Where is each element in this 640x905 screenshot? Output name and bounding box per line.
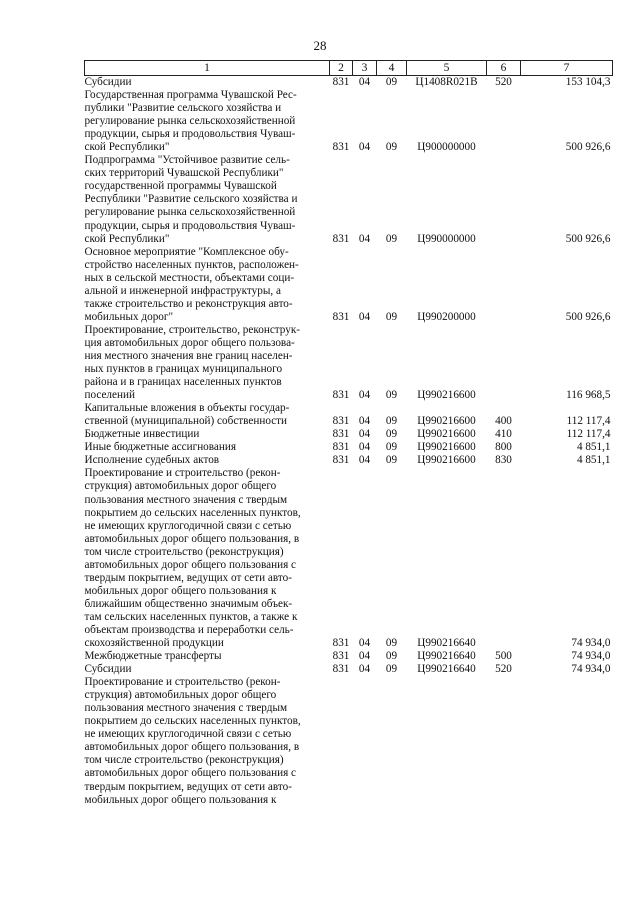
row-code-5: Ц990216640: [417, 650, 476, 663]
row-code-6: [487, 467, 521, 650]
row-code-4: 09: [385, 415, 398, 428]
row-code-6: 500: [495, 650, 512, 663]
row-amount: [521, 676, 613, 806]
row-code-3: 04: [358, 650, 371, 663]
row-code-3: [353, 676, 377, 806]
row-code-5: Ц990200000: [417, 310, 476, 323]
row-code-3: 04: [358, 415, 371, 428]
row-code-4: 09: [385, 454, 398, 467]
row-code-4: 09: [385, 389, 398, 402]
row-code-5: Ц990216600: [417, 428, 476, 441]
row-code-2: 831: [332, 232, 350, 245]
row-code-5: Ц1408R021В: [415, 76, 478, 88]
row-code-4: 09: [385, 76, 398, 88]
row-code-6: 800: [495, 441, 512, 454]
table-row: [85, 76, 613, 90]
row-code-5: Ц900000000: [417, 141, 476, 154]
row-code-6: [487, 324, 521, 402]
row-name: Иные бюджетные ассигнования: [84, 441, 236, 454]
table-row: [85, 89, 613, 154]
budget-table: [84, 60, 613, 807]
row-name: Исполнение судебных актов: [84, 454, 220, 467]
row-amount: 153 104,3: [565, 76, 611, 88]
row-code-2: 831: [332, 415, 350, 428]
row-code-3: 04: [358, 141, 371, 154]
header-col-3: 3: [353, 61, 377, 76]
row-code-6: [487, 154, 521, 245]
row-code-4: 09: [385, 650, 398, 663]
row-code-4: 09: [385, 428, 398, 441]
row-amount: 500 926,6: [565, 232, 611, 245]
row-amount: 500 926,6: [565, 310, 611, 323]
row-amount: 4 851,1: [576, 454, 611, 467]
row-code-2: [330, 676, 353, 806]
row-code-5: Ц990216640: [417, 663, 476, 676]
row-name: Проектирование, строительство, реконструк- ция автомобильных дорог общего пользова- ния местного значения вне границ населен- ных пунктов в границах муниципального района и в границах населенных пунктов поселений: [84, 323, 301, 402]
row-amount: 112 117,4: [566, 415, 611, 428]
table-row: [85, 324, 613, 402]
row-amount: 74 934,0: [571, 663, 611, 676]
row-code-2: 831: [332, 76, 350, 88]
row-code-4: 09: [385, 441, 398, 454]
row-code-5: Ц990216640: [417, 637, 476, 650]
row-amount: 74 934,0: [571, 637, 611, 650]
row-code-4: 09: [385, 637, 398, 650]
row-code-5: Ц990216600: [417, 441, 476, 454]
row-code-6: 410: [495, 428, 512, 441]
header-col-6: 6: [487, 61, 521, 76]
row-code-5: [407, 676, 487, 806]
table-row: [85, 154, 613, 245]
row-code-2: 831: [332, 428, 350, 441]
row-name: Межбюджетные трансферты: [84, 650, 222, 663]
row-code-2: 831: [332, 441, 350, 454]
table-row: [85, 454, 613, 467]
row-code-3: 04: [358, 389, 371, 402]
header-col-4: 4: [377, 61, 407, 76]
row-code-4: 09: [385, 663, 398, 676]
row-name: Капитальные вложения в объекты государ- ственной (муниципальной) собственности: [84, 402, 290, 428]
row-amount: 112 117,4: [566, 428, 611, 441]
row-code-2: 831: [332, 454, 350, 467]
table-row: [85, 246, 613, 324]
row-amount: 500 926,6: [565, 141, 611, 154]
row-name: Проектирование и строительство (рекон- струкция) автомобильных дорог общего пользования местного значения с твердым покрытием до сельских населенных пунктов, не имеющих круглогодичной связи с сетью автомобильных дорог общего пользования, в том числе строительство (реконструкция) автомобильных дорог общего пользования с твердым покрытием, ведущих от сети авто- мобильных дорог общего пользования к ближайшим общественно значимым объек- там сельских населенных пунктов, а также к объектам производства и переработки сель- скохозяйственной продукции: [84, 467, 301, 650]
row-code-3: 04: [358, 441, 371, 454]
row-name: Государственная программа Чувашской Рес- публики "Развитие сельского хозяйства и регулирование рынка сельскохозяйственной продукции, сырья и продовольствия Чуваш- ской Республики": [84, 89, 297, 154]
row-amount: 74 934,0: [571, 650, 611, 663]
row-code-2: 831: [332, 389, 350, 402]
table-row: [85, 676, 613, 806]
row-code-5: Ц990000000: [417, 232, 476, 245]
row-code-4: 09: [385, 310, 398, 323]
table-row: [85, 663, 613, 676]
row-name: Основное мероприятие "Комплексное обу- стройство населенных пунктов, расположен- ных в сельской местности, объектами соци- альной и инженерной инфраструктуры, а также строительство и реконструкция авто- мобильных дорог": [84, 245, 299, 323]
header-col-1: 1: [85, 61, 330, 76]
row-code-4: 09: [385, 232, 398, 245]
row-code-3: 04: [358, 232, 371, 245]
table-row: [85, 650, 613, 663]
row-code-3: 04: [358, 76, 371, 88]
row-code-5: Ц990216600: [417, 454, 476, 467]
row-code-3: 04: [358, 663, 371, 676]
row-code-6: 400: [495, 415, 512, 428]
row-code-2: 831: [332, 637, 350, 650]
row-code-6: 520: [495, 663, 512, 676]
table-row: [85, 467, 613, 650]
row-code-2: 831: [332, 310, 350, 323]
row-code-4: [377, 676, 407, 806]
row-name: Субсидии: [84, 663, 132, 676]
row-name: Субсидии: [84, 76, 132, 88]
row-code-6: [487, 89, 521, 154]
row-code-6: [487, 246, 521, 324]
row-code-3: 04: [358, 310, 371, 323]
row-code-5: Ц990216600: [417, 415, 476, 428]
header-col-2: 2: [330, 61, 353, 76]
header-col-5: 5: [407, 61, 487, 76]
row-amount: 4 851,1: [576, 441, 611, 454]
row-code-4: 09: [385, 141, 398, 154]
row-name: Подпрограмма "Устойчивое развитие сель- ских территорий Чувашской Республики" государственной программы Чувашской Республики "Развитие сельского хозяйства и регулирование рынка сельскохозяйственной продукции, сырья и продовольствия Чуваш- ской Республики": [84, 154, 298, 245]
row-code-5: Ц990216600: [417, 389, 476, 402]
row-code-3: 04: [358, 454, 371, 467]
table-row: [85, 441, 613, 454]
row-code-2: 831: [332, 650, 350, 663]
row-code-3: 04: [358, 637, 371, 650]
row-code-3: 04: [358, 428, 371, 441]
row-code-6: 520: [495, 76, 512, 88]
table-row: [85, 428, 613, 441]
table-row: [85, 402, 613, 428]
page-number: 28: [313, 38, 327, 53]
row-name: Бюджетные инвестиции: [84, 428, 200, 441]
header-row: [85, 61, 613, 76]
row-code-2: 831: [332, 141, 350, 154]
row-amount: 116 968,5: [566, 389, 611, 402]
row-code-6: 830: [495, 454, 512, 467]
row-name: Проектирование и строительство (рекон- струкция) автомобильных дорог общего пользования местного значения с твердым покрытием до сельских населенных пунктов, не имеющих круглогодичной связи с сетью автомобильных дорог общего пользования, в том числе строительство (реконструкция) автомобильных дорог общего пользования с твердым покрытием, ведущих от сети авто- мобильных дорог общего пользования к: [84, 676, 301, 806]
header-col-7: 7: [521, 61, 613, 76]
row-code-6: [487, 676, 521, 806]
row-code-2: 831: [332, 663, 350, 676]
